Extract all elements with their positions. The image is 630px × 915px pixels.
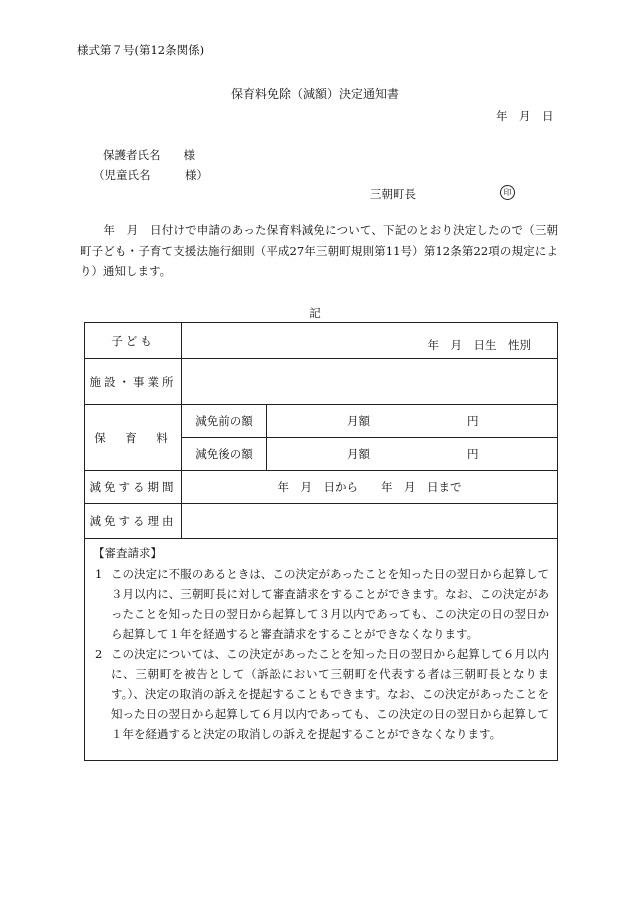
- monthly-label: 月額: [347, 414, 370, 428]
- appeal-item-number: 1: [95, 567, 103, 581]
- guardian-name-line: 保護者氏名 様: [103, 148, 195, 162]
- after-amount-value: [267, 438, 558, 471]
- monthly-label: 月額: [347, 447, 370, 461]
- form-number: 様式第７号(第12条関係): [77, 43, 205, 57]
- decision-table: [84, 322, 558, 761]
- appeal-item-text: この決定については、この決定があったことを知った日の翌日から起算して６月以内に、三朝町を被告として（訴訟において三朝町を代表する者は三朝町長となります。）、決定の取消の訴えを提起することもできます。なお、この決定があったことを知った日の翌日から起算して６月以内であっても、この決定の日の翌日から起算して１年を経過すると決定の取消しの訴えを提起することができなくなります。: [111, 647, 549, 741]
- issue-date: 年 月 日: [496, 109, 554, 123]
- ki-marker: 記: [309, 306, 321, 320]
- appeal-item: [93, 564, 549, 644]
- appeal-section: [85, 539, 558, 761]
- table-row: [85, 471, 558, 504]
- child-label: 子ども: [85, 323, 182, 359]
- before-amount-label: 減免前の額: [182, 405, 267, 438]
- table-row: [85, 539, 558, 761]
- facility-label: 施設・事業所: [85, 359, 182, 405]
- child-name-line: （児童氏名 様）: [93, 168, 208, 182]
- appeal-item: [93, 644, 549, 744]
- birth-gender-cell: 年 月 日生 性別: [182, 323, 558, 359]
- yen-label: 円: [467, 414, 479, 428]
- period-label: 減免する期間: [85, 471, 182, 504]
- issuer-mayor: 三朝町長: [370, 187, 416, 201]
- yen-label: 円: [467, 447, 479, 461]
- table-row: [85, 359, 558, 405]
- reason-value: [182, 504, 558, 539]
- table-row: [85, 405, 558, 438]
- table-row: [85, 323, 558, 359]
- notice-body-text: 年 月 日付けで申請のあった保育料減免について、下記のとおり決定したので（三朝町子ども・子育て支援法施行細則（平成27年三朝町規則第11号）第12条第22項の規定により）通知します。: [80, 223, 558, 278]
- document-title: 保育料免除（減額）決定通知書: [230, 87, 399, 101]
- before-amount-value: [267, 405, 558, 438]
- appeal-item-number: 2: [95, 647, 103, 661]
- facility-value: [182, 359, 558, 405]
- appeal-heading: 【審査請求】: [93, 546, 162, 560]
- period-value: 年 月 日から 年 月 日まで: [182, 471, 558, 504]
- appeal-item-text: この決定に不服のあるときは、この決定があったことを知った日の翌日から起算して３月以内に、三朝町長に対して審査請求をすることができます。なお、この決定があったことを知った日の翌日から起算して３月以内であっても、この決定の日の翌日から起算して１年を経過すると審査請求をすることができなくなります。: [111, 567, 549, 641]
- after-amount-label: 減免後の額: [182, 438, 267, 471]
- fee-label: 保 育 料: [85, 405, 182, 471]
- table-row: [85, 504, 558, 539]
- reason-label: 減免する理由: [85, 504, 182, 539]
- seal-icon: 印: [500, 185, 515, 200]
